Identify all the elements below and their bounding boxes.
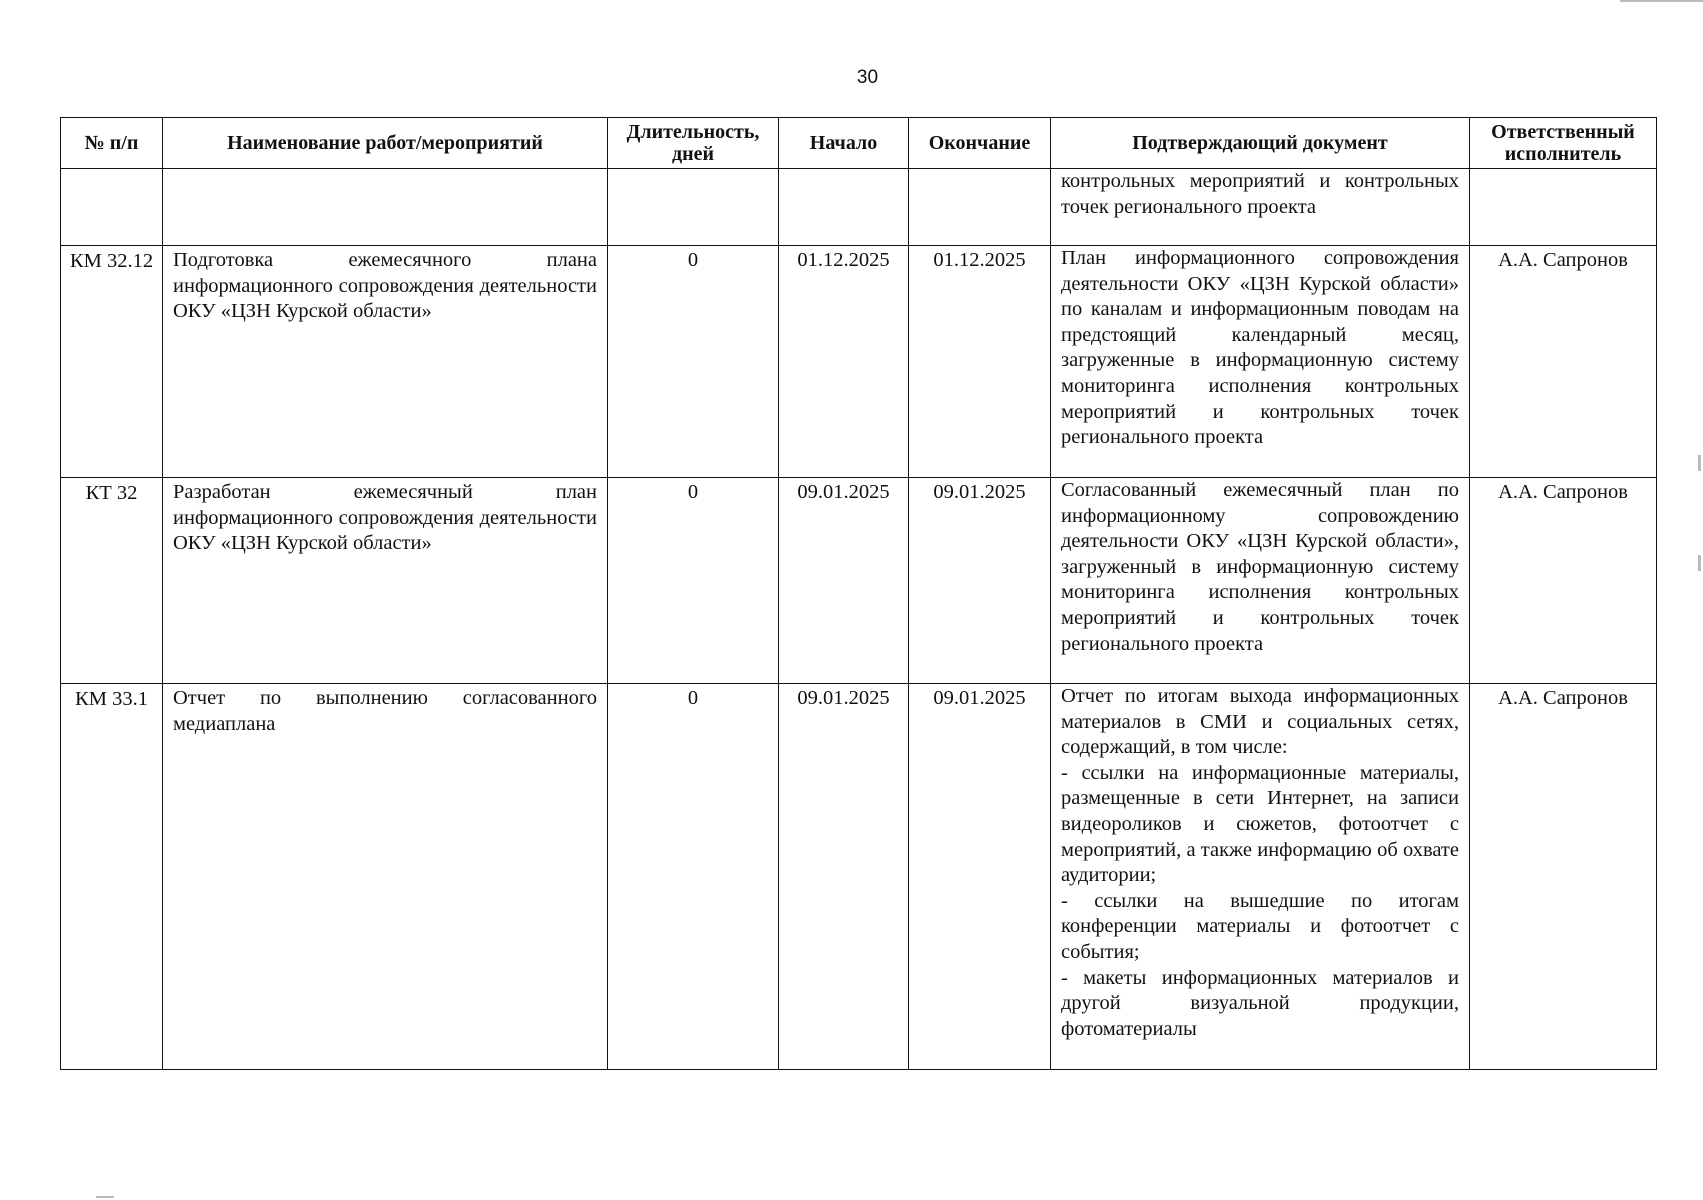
header-duration: Длительность, дней [608,118,779,169]
row-end: 09.01.2025 [909,684,1051,1070]
row-start: 01.12.2025 [779,246,909,478]
header-end: Окончание [909,118,1051,169]
row-start: 09.01.2025 [779,684,909,1070]
scan-edge-mark [1698,455,1701,471]
row-duration: 0 [608,478,779,684]
row-end: 09.01.2025 [909,478,1051,684]
header-num: № п/п [61,118,163,169]
row-document: контрольных мероприятий и контрольных точек регионального проекта [1051,169,1470,246]
row-num: КМ 32.12 [61,246,163,478]
row-duration [608,169,779,246]
table-row [61,684,1657,1070]
table-row [61,478,1657,684]
row-duration: 0 [608,684,779,1070]
row-name: Подготовка ежемесячного плана информационного сопровождения деятельности ОКУ «ЦЗН Курской области» [163,246,608,478]
document-intro: Отчет по итогам выхода информационных материалов в СМИ и социальных сетях, содержащий, в том числе: [1061,685,1465,759]
row-document: Согласованный ежемесячный план по информационному сопровождению деятельности ОКУ «ЦЗН Курской области», загруженный в информационную систему мониторинга исполнения контрольных мероприятий и контрольных точек регионального проекта [1051,478,1470,684]
row-executor: А.А. Сапронов [1470,684,1657,1070]
document-item: - ссылки на вышедшие по итогам конференции материалы и фотоотчет с события; [1061,889,1465,963]
plan-table [60,117,1657,1070]
table-row [61,169,1657,246]
document-item: - ссылки на информационные материалы, размещенные в сети Интернет, на записи видеороликов и сюжетов, фотоотчет с мероприятий, а также информацию об охвате аудитории; [1061,761,1465,887]
row-executor: А.А. Сапронов [1470,478,1657,684]
header-start: Начало [779,118,909,169]
row-start: 09.01.2025 [779,478,909,684]
header-name: Наименование работ/мероприятий [163,118,608,169]
row-document [1051,684,1470,1070]
row-duration: 0 [608,246,779,478]
row-executor: А.А. Сапронов [1470,246,1657,478]
row-num [61,169,163,246]
row-name: Разработан ежемесячный план информационного сопровождения деятельности ОКУ «ЦЗН Курской области» [163,478,608,684]
row-document: План информационного сопровождения деятельности ОКУ «ЦЗН Курской области» по каналам и информационным поводам на предстоящий календарный месяц, загруженные в информационную систему мониторинга исполнения контрольных мероприятий и контрольных точек регионального проекта [1051,246,1470,478]
row-num: КМ 33.1 [61,684,163,1070]
scan-edge-mark [1698,555,1701,571]
table-header-row [61,118,1657,169]
row-name [163,169,608,246]
scan-edge-mark [96,1196,114,1198]
row-name: Отчет по выполнению согласованного медиаплана [163,684,608,1070]
header-executor: Ответственный исполнитель [1470,118,1657,169]
row-end: 01.12.2025 [909,246,1051,478]
row-end [909,169,1051,246]
scan-edge-mark [1620,0,1703,2]
row-num: КТ 32 [61,478,163,684]
header-document: Подтверждающий документ [1051,118,1470,169]
page-number: 30 [856,67,879,88]
row-executor [1470,169,1657,246]
row-start [779,169,909,246]
document-item: - макеты информационных материалов и другой визуальной продукции, фотоматериалы [1061,966,1465,1040]
table-row [61,246,1657,478]
